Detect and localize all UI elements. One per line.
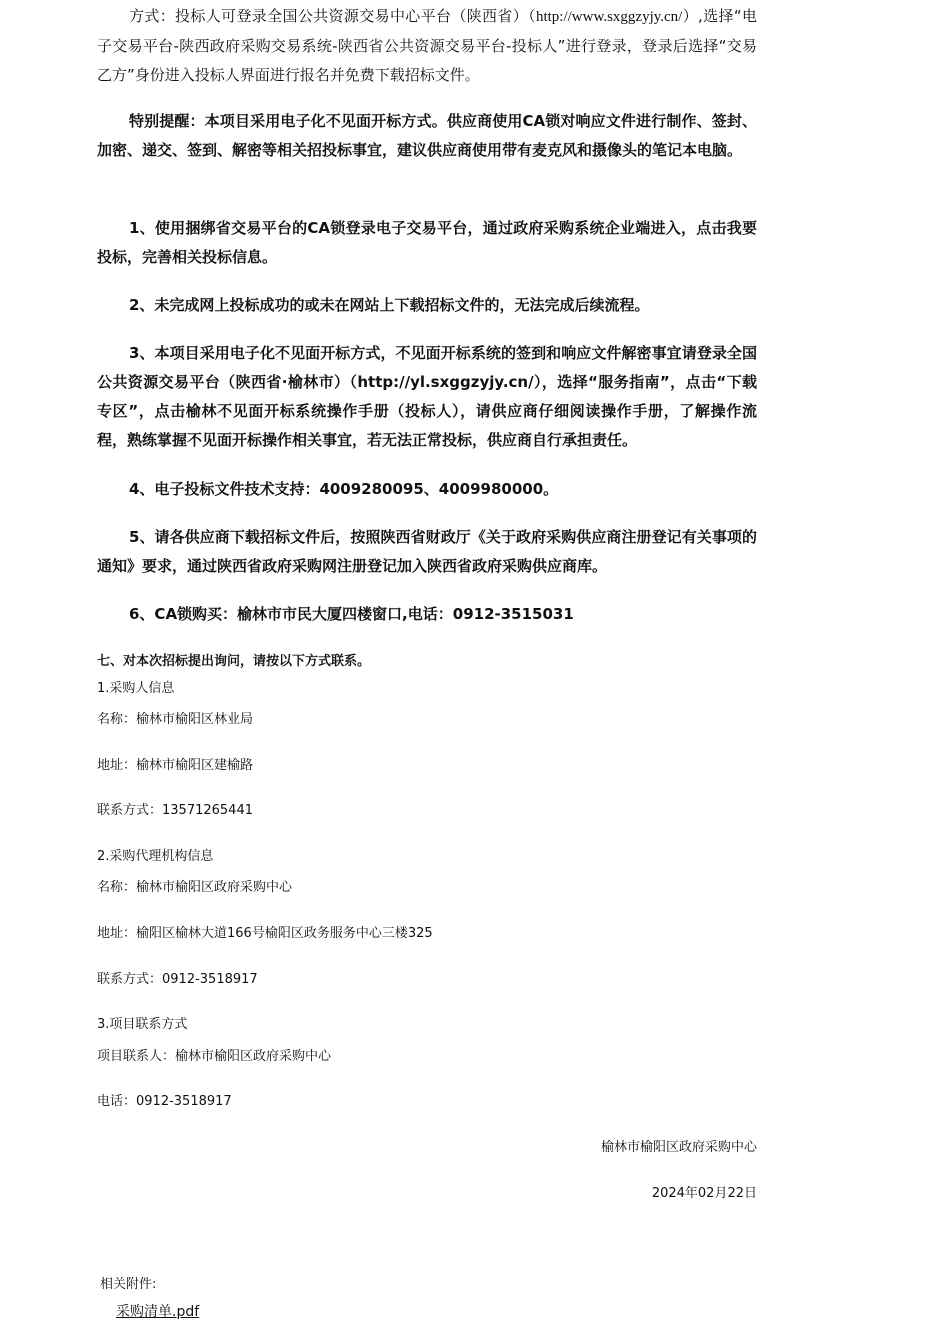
agency-name: 名称：榆林市榆阳区政府采购中心 <box>97 880 293 895</box>
agency-section-title: 2.采购代理机构信息 <box>97 849 214 864</box>
instruction-item-4: 4、电子投标文件技术支持：4009280095、4009980000。 <box>129 480 559 498</box>
signature-date: 2024年02月22日 <box>651 1186 757 1201</box>
project-contact-person: 项目联系人：榆林市榆阳区政府采购中心 <box>97 1049 332 1064</box>
instruction-item-3: 3、本项目采用电子化不见面开标方式，不见面开标系统的签到和响应文件解密事宜请登录全国公共资源交易平台（陕西省·榆林市）（http://yl.sxggzyjy.cn/），选择“服务指南”，点击“下载专区”，点击榆林不见面开标系统操作手册（投标人），请供应商仔细阅读操作手册，了解操作流程，熟练掌握不见面开标操作相关事宜，若无法正常投标，供应商自行承担责任。 <box>97 344 757 449</box>
method-paragraph <box>97 2 757 90</box>
contact-heading: 七、对本次招标提出询问，请按以下方式联系。 <box>97 654 371 669</box>
instruction-item-6: 6、CA锁购买：榆林市市民大厦四楼窗口,电话：0912-3515031 <box>129 605 574 623</box>
project-phone: 电话：0912-3518917 <box>97 1094 232 1109</box>
agency-address: 地址：榆阳区榆林大道166号榆阳区政务服务中心三楼325 <box>97 926 433 941</box>
instruction-item-1: 1、使用捆绑省交易平台的CA锁登录电子交易平台，通过政府采购系统企业端进入，点击我要投标，完善相关投标信息。 <box>97 219 757 266</box>
purchaser-name: 名称：榆林市榆阳区林业局 <box>97 712 254 727</box>
attachments-label: 相关附件: <box>100 1277 157 1292</box>
purchaser-address: 地址：榆林市榆阳区建榆路 <box>97 758 254 773</box>
agency-phone: 联系方式：0912-3518917 <box>97 972 258 987</box>
attachment-link-procurement-list[interactable]: 采购清单.pdf <box>116 1304 200 1320</box>
instruction-item-2: 2、未完成网上投标成功的或未在网站上下载招标文件的，无法完成后续流程。 <box>129 296 650 314</box>
special-reminder-paragraph: 特别提醒：本项目采用电子化不见面开标方式。供应商使用CA锁对响应文件进行制作、签封、加密、递交、签到、解密等相关招投标事宜，建议供应商使用带有麦克风和摄像头的笔记本电脑。 <box>97 112 757 159</box>
project-section-title: 3.项目联系方式 <box>97 1017 188 1032</box>
purchaser-phone: 联系方式：13571265441 <box>97 803 253 818</box>
platform-url: http://www.sxggzyjy.cn/ <box>535 9 683 25</box>
instruction-item-5: 5、请各供应商下载招标文件后，按照陕西省财政厅《关于政府采购供应商注册登记有关事项的通知》要求，通过陕西省政府采购网注册登记加入陕西省政府采购供应商库。 <box>97 528 757 575</box>
purchaser-section-title: 1.采购人信息 <box>97 681 175 696</box>
signature-org: 榆林市榆阳区政府采购中心 <box>600 1140 757 1155</box>
method-text-a: 方式：投标人可登录全国公共资源交易中心平台（陕西省）（ <box>129 7 536 25</box>
method-text-b: ）,选择“电子交易平台-陕西政府采购交易系统-陕西省公共资源交易平台-投标人”进行登录，登录后选择“交易乙方”身份进入投标人界面进行报名并免费下载招标文件。 <box>97 7 757 84</box>
